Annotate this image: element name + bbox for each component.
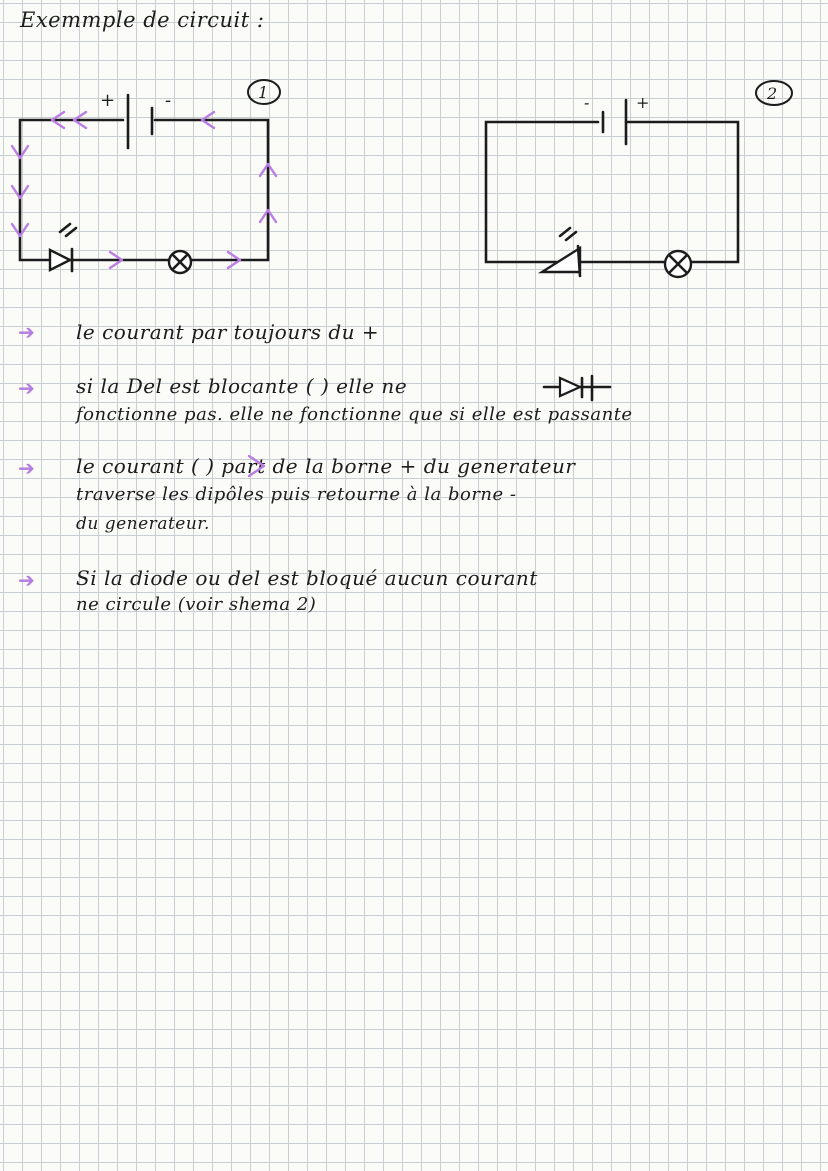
battery-plus-label: + bbox=[100, 90, 116, 111]
bullet-arrow-icon: ➔ bbox=[18, 320, 35, 344]
note-2-line-1: si la Del est blocante ( ) elle ne bbox=[76, 374, 408, 398]
bullet-arrow-icon: ➔ bbox=[18, 376, 35, 400]
note-2-line-2: fonctionne pas. elle ne fonctionne que si elle est passante bbox=[76, 404, 633, 425]
circuit-diagram-1 bbox=[12, 80, 280, 273]
lamp-icon bbox=[665, 251, 691, 277]
diagram-number: 1 bbox=[258, 83, 269, 102]
battery-icon bbox=[128, 95, 152, 148]
battery-minus-label: - bbox=[165, 90, 172, 111]
page-title: Exemmple de circuit : bbox=[20, 8, 265, 32]
diode-icon bbox=[544, 376, 610, 400]
circuit-diagram-2 bbox=[486, 81, 792, 277]
current-arrows bbox=[12, 112, 276, 268]
battery-icon bbox=[603, 100, 626, 144]
note-4-line-2: ne circule (voir shema 2) bbox=[76, 594, 317, 615]
battery-minus-label: - bbox=[584, 93, 590, 112]
note-4-line-1: Si la diode ou del est bloqué aucun courant bbox=[76, 566, 538, 590]
diode-icon bbox=[50, 224, 76, 271]
bullet-arrow-icon: ➔ bbox=[18, 568, 35, 592]
bullet-arrow-icon: ➔ bbox=[18, 456, 35, 480]
note-3-line-3: du generateur. bbox=[76, 514, 210, 534]
note-3-line-1: le courant ( ) part de la borne + du generateur bbox=[76, 454, 576, 478]
battery-plus-label: + bbox=[636, 93, 650, 112]
diagram-number: 2 bbox=[767, 84, 778, 103]
diode-icon bbox=[542, 228, 580, 276]
circuit-diagrams bbox=[0, 0, 828, 300]
note-3-line-2: traverse les dipôles puis retourne à la borne - bbox=[76, 484, 517, 505]
lamp-icon bbox=[169, 251, 191, 273]
note-1-line-1: le courant par toujours du + bbox=[76, 320, 380, 344]
